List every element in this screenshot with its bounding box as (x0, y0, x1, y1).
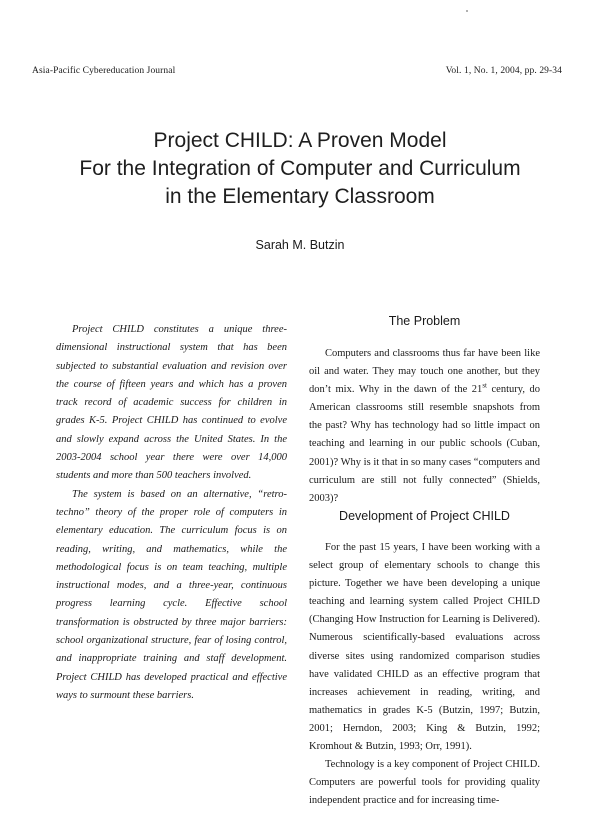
section-heading-problem: The Problem (388, 314, 461, 328)
journal-name: Asia-Pacific Cybereducation Journal (32, 66, 176, 76)
ordinal-suffix: st (482, 381, 487, 390)
volume-info: Vol. 1, No. 1, 2004, pp. 29-34 (445, 66, 562, 76)
abstract-paragraph-1: Project CHILD constitutes a unique three-dimensional instructional system that has been subjected to substantial evaluation and revision over the course of fifteen years and which has a proven track record of academic success for children in grades K-5. Project CHILD has continued to evolve and slowly expand across the United States. In the 2003-2004 school year there were over 14,000 students and more than 500 teachers involved. (56, 324, 287, 482)
title-line-1: Project CHILD: A Proven Model (153, 129, 447, 152)
paper-title (0, 127, 600, 211)
section-heading-development: Development of Project CHILD (339, 509, 510, 523)
title-line-3: in the Elementary Classroom (165, 185, 435, 208)
problem-text-a: Computers and classrooms thus far have been like oil and water. They may touch one another, but they don’t mix. Why in the dawn of the 21 (309, 348, 540, 396)
author-name: Sarah M. Butzin (255, 238, 345, 252)
problem-paragraph (309, 345, 540, 508)
problem-section (309, 345, 540, 508)
abstract (56, 321, 287, 705)
development-section (309, 539, 540, 810)
development-paragraph-2: Technology is a key component of Project CHILD. Computers are powerful tools for providing quality independent practice and for increasing time- (309, 759, 540, 807)
development-paragraph-1: For the past 15 years, I have been working with a select group of elementary schools to change this picture. Together we have been developing a unique teaching and learning system called Project CHILD (Changing How Instruction for Learning is Delivered). Numerous scientifically-based evaluations across diverse sites using randomized comparison studies have validated CHILD as an effective program that increases achievement in reading, writing, and mathematics in grades K-5 (Butzin, 1997; Butzin, 2001; Herndon, 2003; King & Butzin, 1992; Kromhout & Butzin, 1993; Orr, 1991). (309, 542, 540, 753)
problem-text-b: century, do American classrooms still resemble snapshots from the past? Why has technology had so little impact on teaching and learning in our public schools (Cuban, 2001)? Why is it that in so many cases “computers and curriculum are still not fully connected” (Shields, 2003)? (309, 384, 540, 504)
scan-speck (466, 10, 468, 12)
title-line-2: For the Integration of Computer and Curriculum (79, 157, 521, 180)
abstract-paragraph-2: The system is based on an alternative, “retro-techno” theory of the proper role of computers in elementary education. The curriculum focus is on reading, writing, and mathematics, while the methodological focus is on team teaching, multiple instructional modes, and a three-year, continuous progress learning cycle. Effective school transformation is obstructed by three major barriers: school organizational structure, fear of losing control, and inappropriate training and staff development. Project CHILD has developed practical and effective ways to surmount these barriers. (56, 488, 287, 701)
